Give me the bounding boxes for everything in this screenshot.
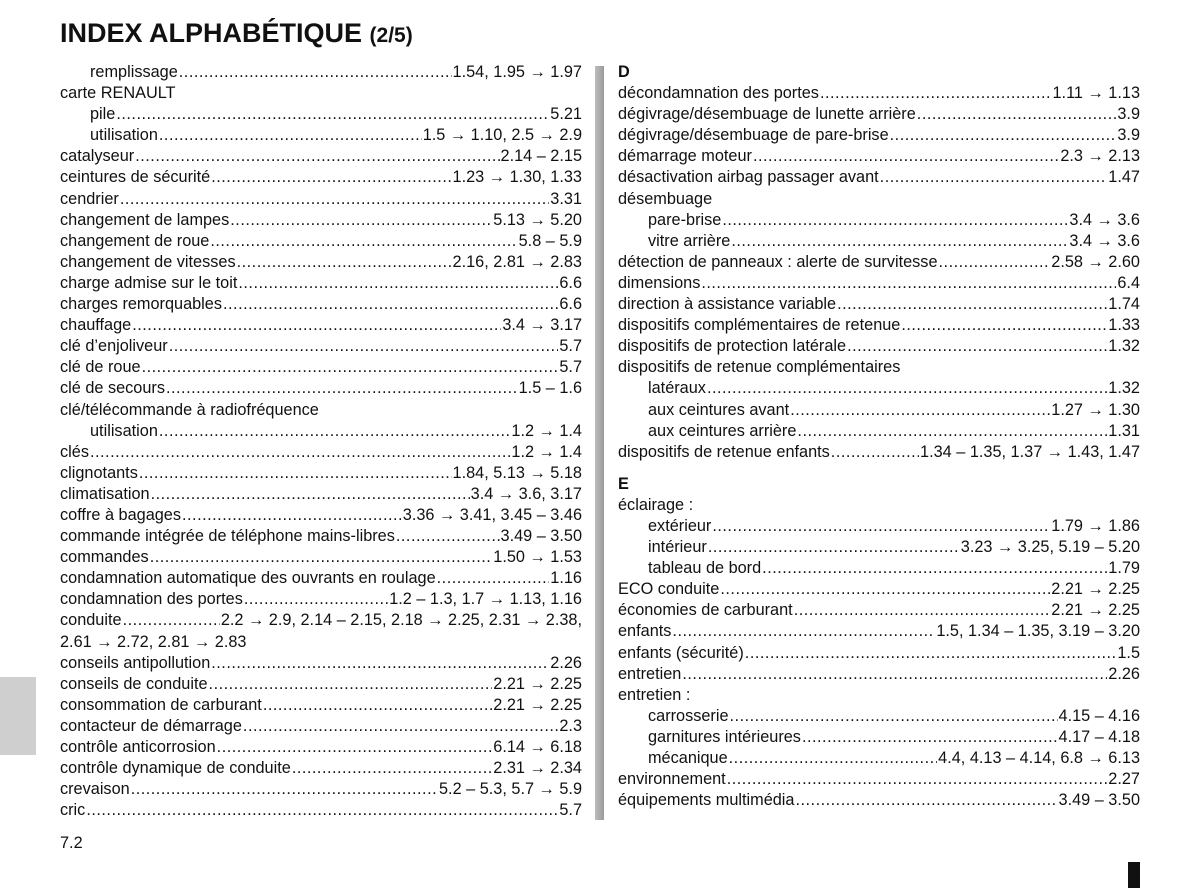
- index-entry: [618, 231, 1140, 252]
- dot-leader: [731, 231, 1068, 252]
- entry-pages: 1.74: [1108, 295, 1140, 314]
- entry-pages: 6.6: [559, 295, 582, 314]
- dot-leader: [727, 769, 1108, 790]
- entry-term: changement de roue: [60, 231, 210, 250]
- entry-pages: 2.21 → 2.25: [1051, 601, 1140, 620]
- page-number: 7.2: [60, 834, 83, 852]
- index-entry: [60, 294, 582, 315]
- dot-leader: [169, 336, 559, 357]
- entry-term: changement de vitesses: [60, 252, 236, 271]
- entry-term: condamnation automatique des ouvrants en roulage: [60, 569, 436, 588]
- entry-pages: 3.36 → 3.41, 3.45 – 3.46: [402, 505, 582, 524]
- index-entry: [60, 716, 582, 737]
- entry-term: dimensions: [618, 273, 701, 292]
- index-column-right: [618, 62, 1140, 811]
- entry-term: remplissage: [90, 63, 178, 81]
- index-entry: [60, 400, 582, 421]
- entry-term: latéraux: [648, 379, 706, 398]
- column-divider: [595, 66, 604, 820]
- index-entry: [618, 516, 1140, 537]
- dot-leader: [159, 125, 422, 146]
- entry-pages: 2.31 → 2.34: [493, 759, 582, 778]
- index-entry: [618, 621, 1140, 642]
- entry-pages: 3.49 – 3.50: [1058, 791, 1140, 810]
- dot-leader: [150, 547, 493, 568]
- dot-leader: [437, 568, 550, 589]
- entry-pages: 1.5 → 1.10, 2.5 → 2.9: [422, 126, 582, 145]
- dot-leader: [880, 167, 1108, 188]
- entry-pages: 3.4 → 3.17: [502, 316, 582, 335]
- index-entry: [60, 378, 582, 399]
- entry-pages: 1.27 → 1.30: [1051, 400, 1140, 419]
- entry-term: désactivation airbag passager avant: [618, 168, 879, 187]
- entry-pages: 1.16: [550, 569, 582, 588]
- entry-pages: 2.27: [1108, 770, 1140, 789]
- entry-term: tableau de bord: [648, 559, 762, 578]
- entry-term: désembuage: [618, 189, 713, 208]
- entry-term: conseils de conduite: [60, 674, 208, 693]
- index-entry: [618, 579, 1140, 600]
- dot-leader: [244, 589, 388, 610]
- entry-pages: 2.21 → 2.25: [493, 695, 582, 714]
- dot-leader: [847, 336, 1107, 357]
- index-entry: [60, 104, 582, 125]
- dot-leader: [701, 273, 1116, 294]
- entry-pages: 3.9: [1117, 105, 1140, 124]
- entry-pages: 3.9: [1117, 126, 1140, 145]
- dot-leader: [217, 737, 493, 758]
- entry-pages: 6.4: [1117, 273, 1140, 292]
- index-entry: [60, 62, 582, 83]
- index-entry: [60, 779, 582, 800]
- dot-leader: [682, 664, 1107, 685]
- corner-mark: [1128, 862, 1140, 888]
- index-entry: [618, 83, 1140, 104]
- entry-pages: 1.2 – 1.3, 1.7 → 1.13, 1.16: [389, 590, 582, 609]
- entry-term: équipements multimédia: [618, 791, 795, 810]
- entry-pages: 5.7: [559, 801, 582, 820]
- dot-leader: [762, 558, 1107, 579]
- dot-leader: [166, 378, 518, 399]
- entry-pages: 1.47: [1108, 168, 1140, 187]
- dot-leader: [292, 758, 492, 779]
- entry-term: conduite: [60, 611, 122, 630]
- index-entry: [618, 748, 1140, 769]
- entry-term: catalyseur: [60, 147, 135, 166]
- index-entry: [60, 610, 582, 631]
- entry-pages: 1.2 → 1.4: [511, 442, 582, 461]
- index-entry: [618, 315, 1140, 336]
- index-entry: [60, 800, 582, 821]
- entry-term: dispositifs de protection latérale: [618, 337, 847, 356]
- entry-pages: 1.84, 5.13 → 5.18: [452, 463, 582, 482]
- index-section-letter: [618, 62, 1140, 83]
- entry-term: charges remorquables: [60, 295, 222, 314]
- entry-pages: 2.21 → 2.25: [493, 674, 582, 693]
- entry-pages: 1.23 → 1.30, 1.33: [452, 168, 582, 187]
- dot-leader: [795, 790, 1057, 811]
- index-entry: [618, 664, 1140, 685]
- index-entry: [618, 685, 1140, 706]
- dot-leader: [831, 442, 919, 463]
- entry-term: clé d’enjoliveur: [60, 337, 168, 356]
- entry-pages: 4.4, 4.13 – 4.14, 6.8 → 6.13: [938, 749, 1140, 767]
- index-entry: [60, 231, 582, 252]
- index-entry: [60, 568, 582, 589]
- dot-leader: [722, 210, 1068, 231]
- index-entry: [60, 653, 582, 674]
- dot-leader: [790, 400, 1050, 421]
- dot-leader: [237, 252, 452, 273]
- dot-leader: [211, 167, 451, 188]
- dot-leader: [729, 748, 937, 769]
- entry-term: mécanique: [648, 749, 728, 767]
- index-entry: [60, 252, 582, 273]
- dot-leader: [116, 104, 549, 125]
- index-entry: [60, 125, 582, 146]
- index-entry: [60, 210, 582, 231]
- index-entry: [60, 505, 582, 526]
- dot-leader: [707, 378, 1107, 399]
- entry-pages: 5.13 → 5.20: [493, 210, 582, 229]
- dot-leader: [745, 643, 1117, 664]
- dot-leader: [820, 83, 1052, 104]
- entry-pages: 3.4 → 3.6: [1069, 231, 1140, 250]
- index-entry: [618, 706, 1140, 727]
- index-entry: [618, 104, 1140, 125]
- entry-pages: 1.31: [1108, 421, 1140, 440]
- dot-leader: [837, 294, 1107, 315]
- entry-term: clignotants: [60, 463, 138, 482]
- index-entry: [618, 273, 1140, 294]
- entry-pages: 2.58 → 2.60: [1051, 252, 1140, 271]
- entry-term: conseils antipollution: [60, 653, 211, 672]
- entry-pages: 3.23 → 3.25, 5.19 – 5.20: [960, 538, 1140, 557]
- entry-pages: 3.31: [550, 189, 582, 208]
- entry-pages: 3.4 → 3.6, 3.17: [470, 484, 582, 503]
- entry-term: condamnation des portes: [60, 590, 243, 609]
- chapter-tab: [0, 677, 36, 755]
- index-entry: [60, 83, 582, 104]
- index-entry: [60, 547, 582, 568]
- entry-pages: 4.15 – 4.16: [1058, 706, 1140, 725]
- dot-leader: [135, 146, 499, 167]
- index-entry: [618, 378, 1140, 399]
- dot-leader: [90, 442, 510, 463]
- entry-pages: 1.34 – 1.35, 1.37 → 1.43, 1.47: [920, 442, 1140, 461]
- dot-leader: [243, 716, 558, 737]
- entry-pages: 5.21: [550, 105, 582, 124]
- index-entry: [618, 252, 1140, 273]
- index-entry: [60, 463, 582, 484]
- dot-leader: [120, 189, 549, 210]
- entry-term: économies de carburant: [618, 601, 793, 620]
- entry-term: pile: [90, 105, 116, 124]
- entry-term: cric: [60, 801, 86, 820]
- index-entry: [60, 336, 582, 357]
- page-title: [60, 18, 413, 49]
- index-entry: [618, 558, 1140, 579]
- entry-term: dispositifs de retenue enfants: [618, 442, 830, 461]
- entry-term: dispositifs de retenue complémentaires: [618, 358, 901, 377]
- dot-leader: [802, 727, 1058, 748]
- dot-leader: [794, 600, 1051, 621]
- title-part: (2/5): [369, 24, 413, 47]
- dot-leader: [939, 252, 1051, 273]
- dot-leader: [209, 674, 493, 695]
- entry-pages: 1.5: [1117, 643, 1140, 662]
- entry-term: pare-brise: [648, 210, 722, 229]
- dot-leader: [86, 800, 558, 821]
- entry-term: garnitures intérieures: [648, 727, 801, 746]
- entry-term: enfants (sécurité): [618, 643, 744, 662]
- dot-leader: [223, 294, 558, 315]
- entry-term: contrôle dynamique de conduite: [60, 759, 291, 778]
- entry-term: commande intégrée de téléphone mains-libres: [60, 527, 395, 546]
- dot-leader: [263, 695, 492, 716]
- entry-term: détection de panneaux : alerte de survitesse: [618, 252, 938, 271]
- index-entry: [618, 442, 1140, 463]
- entry-pages: 1.32: [1108, 379, 1140, 398]
- index-entry: [618, 769, 1140, 790]
- entry-term: environnement: [618, 770, 726, 789]
- entry-term: consommation de carburant: [60, 695, 262, 714]
- dot-leader: [139, 463, 452, 484]
- entry-term: 2.61 → 2.72, 2.81 → 2.83: [60, 632, 247, 651]
- index-entry: [60, 758, 582, 779]
- index-entry: [618, 294, 1140, 315]
- dot-leader: [132, 315, 501, 336]
- index-entry: [60, 484, 582, 505]
- entry-pages: 1.54, 1.95 → 1.97: [452, 63, 582, 81]
- entry-term: dispositifs complémentaires de retenue: [618, 316, 901, 335]
- index-entry: [618, 146, 1140, 167]
- index-entry: [618, 727, 1140, 748]
- section-letter: E: [618, 474, 629, 493]
- entry-pages: 5.7: [559, 358, 582, 377]
- index-entry: [618, 357, 1140, 378]
- entry-term: chauffage: [60, 316, 132, 335]
- entry-term: carrosserie: [648, 706, 729, 725]
- entry-term: crevaison: [60, 780, 130, 799]
- entry-term: vitre arrière: [648, 231, 731, 250]
- index-entry: [618, 643, 1140, 664]
- entry-term: entretien :: [618, 685, 691, 704]
- index-entry: [60, 589, 582, 610]
- entry-pages: 5.8 – 5.9: [518, 231, 582, 250]
- entry-pages: 2.3 → 2.13: [1060, 147, 1140, 166]
- entry-pages: 2.21 → 2.25: [1051, 580, 1140, 599]
- entry-term: éclairage :: [618, 495, 694, 514]
- index-entry: [618, 400, 1140, 421]
- entry-term: utilisation: [90, 421, 158, 440]
- entry-term: aux ceintures arrière: [648, 421, 797, 440]
- dot-leader: [238, 273, 558, 294]
- dot-leader: [890, 125, 1117, 146]
- entry-pages: 2.2 → 2.9, 2.14 – 2.15, 2.18 → 2.25, 2.31 → 2.38,: [220, 611, 582, 630]
- entry-pages: 1.32: [1108, 337, 1140, 356]
- index-entry: [60, 632, 582, 653]
- entry-pages: 1.79: [1108, 559, 1140, 578]
- index-entry: [60, 315, 582, 336]
- index-column-left: [60, 62, 582, 821]
- entry-term: contrôle anticorrosion: [60, 738, 216, 756]
- entry-pages: 2.3: [559, 716, 582, 735]
- dot-leader: [396, 526, 500, 547]
- entry-term: ceintures de sécurité: [60, 168, 211, 187]
- dot-leader: [210, 231, 517, 252]
- index-entry: [60, 442, 582, 463]
- dot-leader: [230, 210, 492, 231]
- index-entry: [618, 600, 1140, 621]
- entry-pages: 2.16, 2.81 → 2.83: [452, 252, 582, 271]
- dot-leader: [211, 653, 549, 674]
- entry-term: intérieur: [648, 538, 707, 557]
- entry-pages: 1.50 → 1.53: [493, 548, 582, 567]
- index-entry: [618, 421, 1140, 442]
- entry-term: contacteur de démarrage: [60, 716, 242, 735]
- dot-leader: [131, 779, 438, 800]
- dot-leader: [712, 516, 1050, 537]
- index-entry: [60, 526, 582, 547]
- index-entry: [60, 357, 582, 378]
- title-text: INDEX ALPHABÉTIQUE: [60, 18, 363, 48]
- index-entry: [618, 125, 1140, 146]
- dot-leader: [182, 505, 402, 526]
- entry-pages: 2.26: [550, 653, 582, 672]
- entry-pages: 5.7: [559, 337, 582, 356]
- index-entry: [60, 674, 582, 695]
- index-entry: [60, 167, 582, 188]
- entry-pages: 1.2 → 1.4: [511, 421, 582, 440]
- entry-pages: 1.79 → 1.86: [1051, 516, 1140, 535]
- entry-pages: 3.49 – 3.50: [500, 527, 582, 546]
- index-entry: [618, 336, 1140, 357]
- entry-pages: 2.26: [1108, 664, 1140, 683]
- entry-term: clé de roue: [60, 358, 141, 377]
- dot-leader: [708, 537, 960, 558]
- entry-term: cendrier: [60, 189, 119, 208]
- entry-term: ECO conduite: [618, 580, 720, 599]
- entry-term: carte RENAULT: [60, 84, 176, 103]
- entry-term: clés: [60, 442, 89, 461]
- index-entry: [60, 273, 582, 294]
- entry-term: dégivrage/désembuage de lunette arrière: [618, 105, 916, 124]
- dot-leader: [753, 146, 1059, 167]
- entry-term: climatisation: [60, 484, 150, 503]
- entry-term: commandes: [60, 548, 149, 567]
- index-entry: [60, 146, 582, 167]
- index-entry: [60, 421, 582, 442]
- entry-pages: 5.2 – 5.3, 5.7 → 5.9: [438, 780, 582, 799]
- dot-leader: [142, 357, 559, 378]
- entry-term: coffre à bagages: [60, 505, 181, 524]
- entry-pages: 1.33: [1108, 316, 1140, 335]
- dot-leader: [179, 62, 452, 83]
- entry-term: décondamnation des portes: [618, 84, 819, 103]
- index-entry: [60, 737, 582, 758]
- index-entry: [60, 189, 582, 210]
- dot-leader: [151, 484, 470, 505]
- entry-term: aux ceintures avant: [648, 400, 790, 419]
- index-entry: [618, 537, 1140, 558]
- dot-leader: [123, 610, 220, 631]
- entry-pages: 1.5, 1.34 – 1.35, 3.19 – 3.20: [936, 622, 1140, 641]
- section-letter: D: [618, 63, 630, 81]
- dot-leader: [159, 421, 511, 442]
- dot-leader: [720, 579, 1050, 600]
- entry-term: clé de secours: [60, 379, 165, 398]
- entry-term: dégivrage/désembuage de pare-brise: [618, 126, 889, 145]
- dot-leader: [672, 621, 935, 642]
- entry-pages: 6.14 → 6.18: [493, 738, 582, 756]
- entry-term: utilisation: [90, 126, 158, 145]
- entry-pages: 3.4 → 3.6: [1069, 210, 1140, 229]
- entry-term: démarrage moteur: [618, 147, 752, 166]
- entry-term: enfants: [618, 622, 672, 641]
- entry-term: direction à assistance variable: [618, 295, 837, 314]
- index-entry: [618, 495, 1140, 516]
- entry-pages: 4.17 – 4.18: [1058, 727, 1140, 746]
- entry-pages: 1.5 – 1.6: [518, 379, 582, 398]
- index-entry: [618, 790, 1140, 811]
- entry-pages: 6.6: [559, 273, 582, 292]
- index-entry: [618, 189, 1140, 210]
- entry-pages: 1.11 → 1.13: [1052, 84, 1140, 103]
- dot-leader: [797, 421, 1107, 442]
- index-entry: [60, 695, 582, 716]
- entry-pages: 2.14 – 2.15: [500, 147, 582, 166]
- section-gap: [618, 463, 1140, 474]
- dot-leader: [917, 104, 1117, 125]
- entry-term: charge admise sur le toit: [60, 273, 238, 292]
- dot-leader: [901, 315, 1107, 336]
- dot-leader: [730, 706, 1058, 727]
- entry-term: entretien: [618, 664, 682, 683]
- index-entry: [618, 167, 1140, 188]
- index-section-letter: [618, 474, 1140, 495]
- entry-term: extérieur: [648, 516, 712, 535]
- entry-term: clé/télécommande à radiofréquence: [60, 400, 319, 419]
- index-entry: [618, 210, 1140, 231]
- entry-term: changement de lampes: [60, 210, 230, 229]
